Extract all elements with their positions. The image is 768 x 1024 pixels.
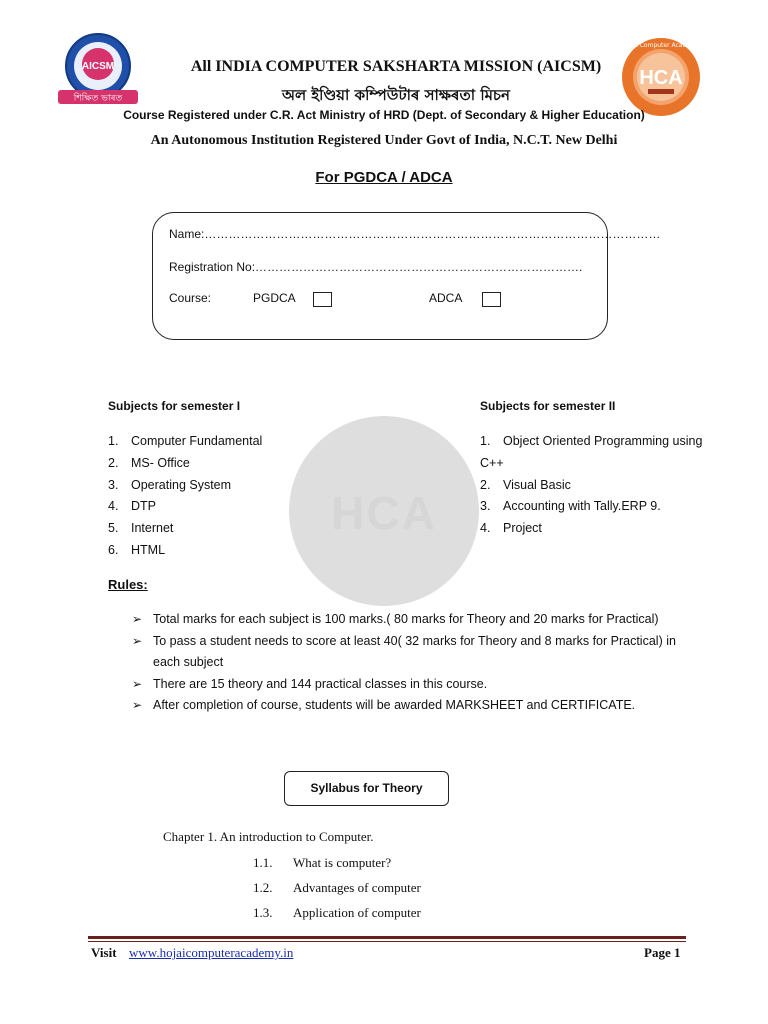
rule-item: ➢ To pass a student needs to score at least 40( 32 marks for Theory and 8 marks for Practical) in each subject — [132, 631, 692, 674]
topic-item: 1.2. Advantages of computer — [253, 880, 421, 895]
registration-line: Course Registered under C.R. Act Ministry of HRD (Dept. of Secondary & Higher Education) — [123, 108, 645, 122]
rules-list — [132, 609, 692, 717]
hca-watermark — [289, 416, 479, 606]
hca-logo-ring: Hojai Computer Academy — [622, 42, 700, 49]
course-row — [169, 291, 589, 305]
list-item: 3. Operating System — [108, 477, 232, 492]
hca-logo-text: HCA — [639, 67, 683, 89]
list-item: 1. Object Oriented Programming using C++ — [480, 434, 703, 470]
aicsm-logo-text: AICSM — [81, 61, 115, 72]
name-field[interactable]: Name:…………………………………………………………………………………………………… — [169, 227, 661, 241]
syllabus-title: Syllabus for Theory — [284, 771, 449, 806]
autonomous-line: An Autonomous Institution Registered Under Govt of India, N.C.T. New Delhi — [150, 133, 618, 148]
pgdca-label: PGDCA — [253, 291, 296, 305]
pgdca-checkbox[interactable] — [313, 292, 332, 307]
list-item: 2. MS- Office — [108, 455, 190, 470]
semester2-heading: Subjects for semester II — [480, 399, 616, 413]
rule-item: ➢ Total marks for each subject is 100 marks.( 80 marks for Theory and 20 marks for Practical) — [132, 609, 692, 631]
list-item: 2. Visual Basic — [480, 477, 571, 492]
semester2-list — [480, 431, 710, 540]
website-link[interactable]: www.hojaicomputeracademy.in — [129, 945, 294, 960]
footer-rule-thin — [88, 941, 686, 942]
footer-rule — [88, 936, 686, 939]
arrow-bullet-icon: ➢ — [132, 612, 143, 626]
course-label: Course: — [169, 291, 212, 305]
list-item: 6. HTML — [108, 542, 166, 557]
list-item: 5. Internet — [108, 521, 174, 536]
student-form-box — [152, 212, 661, 340]
registration-field[interactable]: Registration No:………………………………………………………………………. — [169, 260, 583, 274]
list-item: 4. Project — [480, 521, 542, 536]
semester1-list — [108, 431, 262, 562]
page-number: Page 1 — [644, 945, 681, 960]
arrow-bullet-icon: ➢ — [132, 698, 143, 713]
arrow-bullet-icon: ➢ — [132, 633, 143, 648]
topic-item: 1.1. What is computer? — [253, 855, 392, 870]
aicsm-logo-ribbon: শিক্ষিত ভাৰত — [73, 93, 123, 104]
semester1-heading: Subjects for semester I — [108, 399, 241, 413]
footer-visit: Visit — [91, 945, 117, 960]
list-item: 1. Computer Fundamental — [108, 434, 263, 448]
rules-heading: Rules: — [108, 577, 148, 592]
adca-checkbox[interactable] — [482, 292, 501, 307]
chapter-heading: Chapter 1. An introduction to Computer. — [163, 829, 374, 844]
org-title: All INDIA COMPUTER SAKSHARTA MISSION (AICSM) — [190, 58, 602, 75]
rule-item: ➢ After completion of course, students will be awarded MARKSHEET and CERTIFICATE. — [132, 695, 692, 717]
org-title-bengali: অল ইণ্ডিয়া কম্পিউটাৰ সাক্ষৰতা মিচন — [281, 86, 510, 104]
arrow-bullet-icon: ➢ — [132, 676, 143, 691]
rule-item: ➢ There are 15 theory and 144 practical classes in this course. — [132, 674, 692, 696]
list-item: 4. DTP — [108, 499, 156, 514]
adca-label: ADCA — [429, 291, 463, 305]
list-item: 3. Accounting with Tally.ERP 9. — [480, 499, 661, 514]
watermark-text: HCA — [331, 487, 437, 539]
form-heading: For PGDCA / ADCA — [315, 169, 453, 186]
topic-item: 1.3. Application of computer — [253, 905, 421, 920]
